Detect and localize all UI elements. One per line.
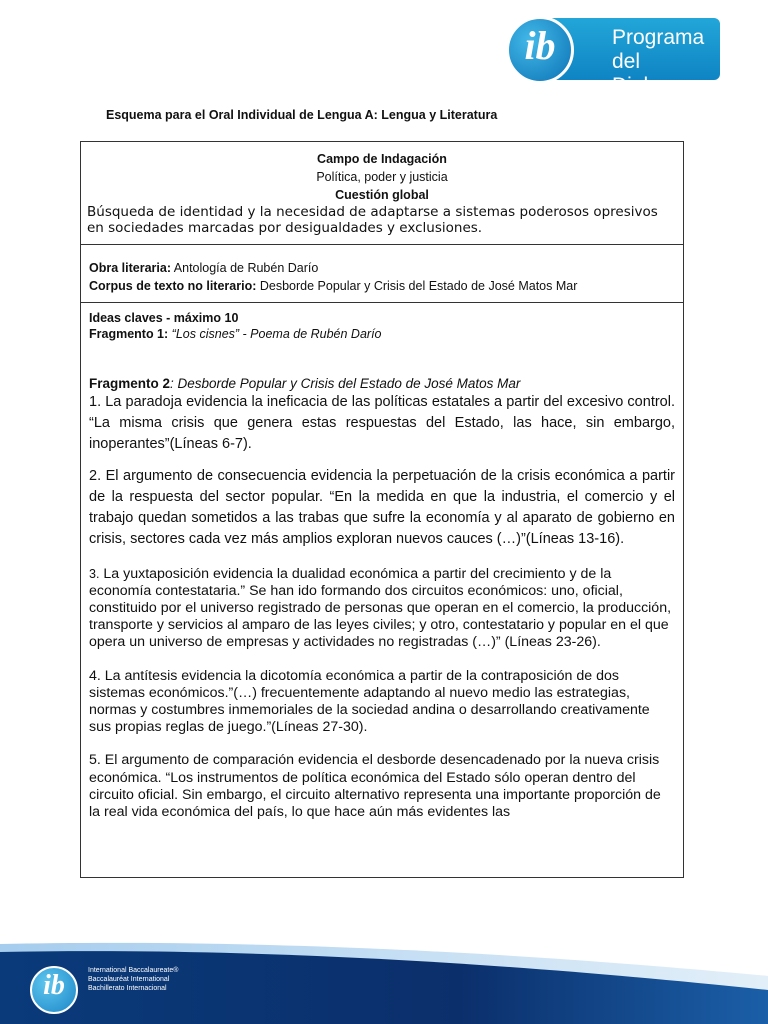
obra-value: Antología de Rubén Darío: [173, 261, 319, 275]
footer-line1: International Baccalaureate®: [88, 967, 179, 974]
logo-line2: del Diploma: [612, 50, 690, 97]
footer-line3: Bachillerato Internacional: [88, 985, 167, 992]
footer-text: [88, 966, 178, 993]
idea-paragraph-5: 5. El argumento de comparación evidencia el desborde desencadenado por la nueva crisis económica. “Los instrumentos de política económica del Estado sólo operan dentro del circuito oficial. Sin embargo, el circuito alternativo representa una importante proporción de la real vida económica del país, lo que hace aún más evidentes las: [89, 752, 661, 821]
footer-ib-mark: ib: [43, 970, 65, 1001]
idea-paragraph-1: 1. La paradoja evidencia la ineficacia de las políticas estatales a partir del excesivo control. “La misma crisis que genera estas respuestas del Estado, las hace, sin embargo, inoperantes”(Líneas 6-7).: [89, 394, 675, 452]
fragment2-label: Fragmento 2: [89, 376, 171, 391]
idea-paragraph-3: [89, 566, 675, 652]
idea-paragraph-2: 2. El argumento de consecuencia evidencia la perpetuación de la crisis económica a partir de la respuesta del sector popular. “En la medida en que la industria, el comercio y el trabajo quedan sometidos a las trabas que sufre la economía y al aparato de gobierno en crisis, sectores cada vez más amplios exploran nuevos cauces (…)”(Líneas 13-16).: [89, 468, 675, 547]
ib-mark: ib: [524, 23, 556, 68]
obra-row: [89, 259, 683, 277]
campo-indagacion-box: [80, 141, 684, 245]
corpus-value: Desborde Popular y Crisis del Estado de José Matos Mar: [259, 279, 578, 293]
corpus-label: Corpus de texto no literario:: [89, 279, 257, 293]
logo-line1: Programa: [612, 26, 705, 49]
fragment1-value: “Los cisnes” - Poema de Rubén Darío: [171, 327, 382, 341]
obra-box: [80, 244, 684, 303]
campo-value: Política, poder y justicia: [316, 170, 448, 184]
logo-text: [612, 26, 720, 98]
fragment2-row: [89, 376, 675, 392]
fragment2-value: : Desborde Popular y Crisis del Estado de José Matos Mar: [170, 376, 521, 391]
cuestion-heading: Cuestión global: [335, 188, 429, 202]
obra-label: Obra literaria:: [89, 261, 171, 275]
ideas-box: [80, 302, 684, 878]
footer-band: [0, 936, 768, 1024]
idea-paragraph-4: 4. La antítesis evidencia la dicotomía económica a partir de la contraposición de dos sistemas económicos.”(…) frecuentemente adaptando al nuevo medio las estrategias, normas y costumbres inmemoriales de la sociedad andina o desarrollando creativamente sus propias reglas de juego.”(Líneas 27-30).: [89, 667, 650, 736]
cuestion-line1: Búsqueda de identidad y la necesidad de adaptarse a sistemas poderosos opresivos: [87, 204, 658, 220]
ib-logo: [506, 16, 720, 97]
fragment1-row: [89, 326, 675, 342]
fragment1-label: Fragmento 1:: [89, 327, 169, 341]
campo-heading: Campo de Indagación: [317, 152, 447, 166]
footer-line2: Baccalauréat International: [88, 976, 170, 983]
idea-3-number: 3.: [89, 566, 100, 581]
ideas-heading: Ideas claves - máximo 10: [89, 311, 239, 325]
corpus-row: [89, 277, 683, 295]
cuestion-line2: en sociedades marcadas por desigualdades y exclusiones.: [87, 220, 483, 236]
document-title: Esquema para el Oral Individual de Lengua A: Lengua y Literatura: [106, 108, 498, 122]
idea-3-text: La yuxtaposición evidencia la dualidad económica a partir del crecimiento y de la economía contestataria.” Se han ido formando dos circuitos económicos: uno, oficial, constituido por el universo registrado de personas que operan en el comercio, la producción, transporte y servicios al amparo de las leyes civiles; y otro, contestatario y popular en el que opera un universo de empresas y actividades no registradas (…)” (Líneas 23-26).: [89, 565, 672, 651]
